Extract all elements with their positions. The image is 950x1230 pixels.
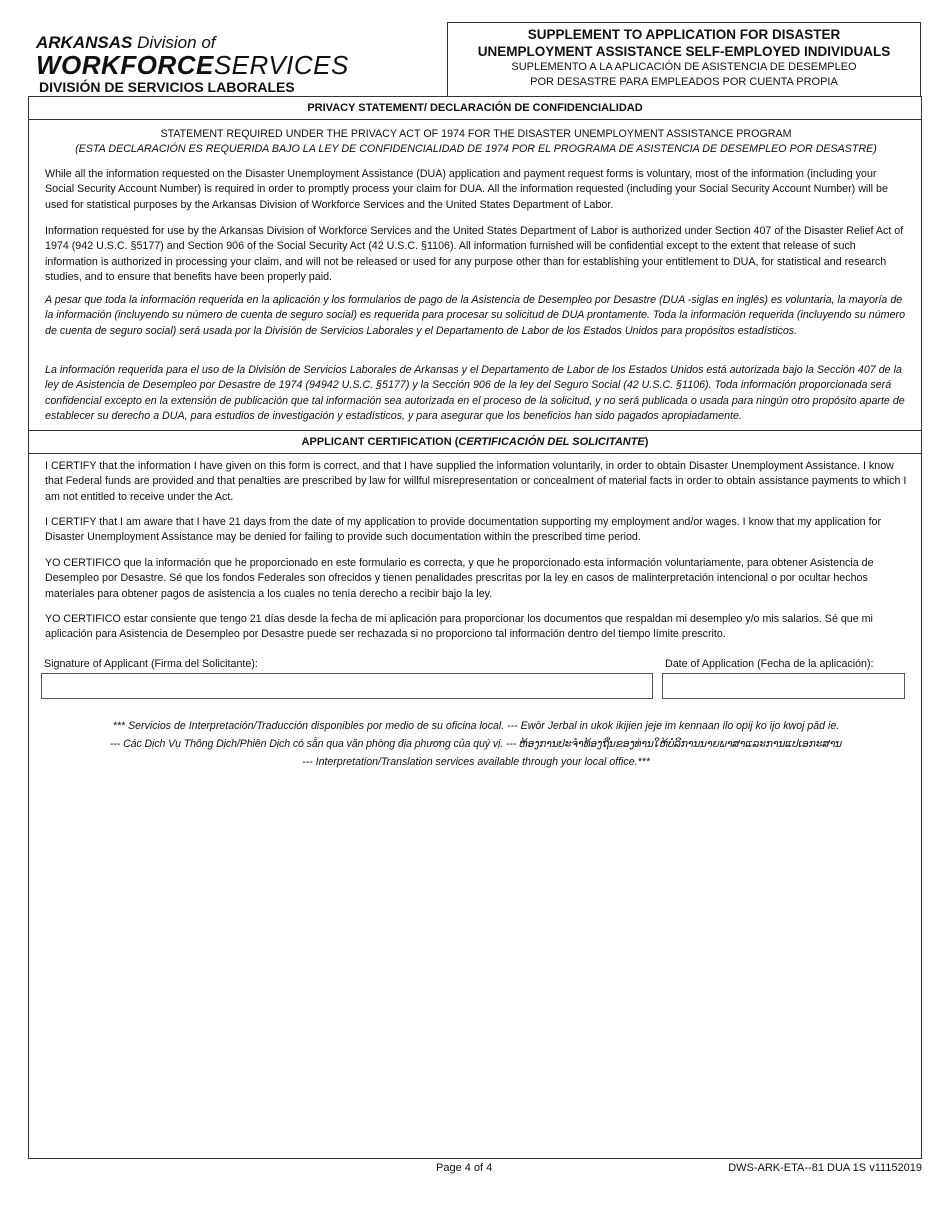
date-field[interactable]	[662, 673, 905, 699]
form-title-es-line-2: POR DESASTRE PARA EMPLEADOS POR CUENTA PROPIA	[530, 76, 838, 88]
form-title-line-1: SUPPLEMENT TO APPLICATION FOR DISASTER	[527, 27, 841, 42]
privacy-paragraph-4: La información requerida para el uso de la División de Servicios Laborales de Arkansas y el Departamento de Labor de los Estados Unidos está autorizada bajo la Sección 407 de la ley de Asistencia de Desempleo por Desastre de 1974 (94942 U.S.C. §5177) y la Sección 906 de la ley del Seguro Social (42 U.S.C. §1106). Toda información proporcionada será confidencial excepto en la extensión de publicación que tal información sea autorizada en el proceso de la solicitud, y no será publicada o usada para ningún otro propósito aparte de establecer su derecho a DUA, para estudios de investigación y estadísticos, y para asegurar que los beneficios han sido pagados apropiadamente.	[45, 364, 905, 422]
form-body	[28, 96, 922, 1159]
certification-paragraph-3: YO CERTIFICO que la información que he proporcionado en este formulario es correcta, y que he proporcionado esta información voluntariamente, para obtener Asistencia de Desempleo por Desastre. Sé que los fondos Federales son ofrecidos y tienen penalidades prescritas por la ley en casos de malinterpretación intencional o por ocultar hechos materiales para obtener pagos de asistencia a los cuales no tenía derecho a recibir bajo la ley.	[45, 557, 874, 600]
agency-logo	[36, 34, 436, 96]
date-label: Date of Application (Fecha de la aplicación):	[665, 658, 874, 670]
privacy-paragraph-3: A pesar que toda la información requerida en la aplicación y los formularios de pago de la Asistencia de Desempleo por Desastre (DUA -siglas en inglés) es voluntaria, la mayoría de la información (incluyendo su número de cuenta de seguro social) es requerida para procesar su solicitud de DUA prontamente. Toda la información requerida (incluyendo su número de cuenta de seguro social) será usada por la División de Servicios Laborales y el Departamento de Labor de los Estados Unidos para propósitos estadísticos.	[45, 294, 906, 337]
logo-division-of: Division of	[137, 33, 216, 52]
certification-heading-es: CERTIFICACIÓN DEL SOLICITANTE	[458, 436, 645, 448]
certification-heading	[29, 431, 921, 454]
interpretation-line-1: *** Servicios de Interpretación/Traducción disponibles por medio de su oficina local. --- Ewōr Jerbal in ukok ikijien jeje im kennaan ilo opij ko ijo kwoj pād ie.	[112, 720, 840, 732]
privacy-heading: PRIVACY STATEMENT/ DECLARACIÓN DE CONFIDENCIALIDAD	[29, 97, 921, 120]
signature-field[interactable]	[41, 673, 653, 699]
logo-line-2	[36, 52, 436, 78]
logo-state: ARKANSAS	[36, 33, 133, 52]
form-title-es-line-1: SUPLEMENTO A LA APLICACIÓN DE ASISTENCIA DE DESEMPLEO	[511, 61, 857, 73]
certification-paragraph-1: I CERTIFY that the information I have given on this form is correct, and that I have supplied the information voluntarily, in order to obtain Disaster Unemployment Assistance. I know that Federal funds are provided and that penalties are prescribed by law for willful misrepresentation or concealment of material facts in order to obtain assistance payments to which I am not entitled to receive under the Act.	[45, 460, 907, 503]
page-number: Page 4 of 4	[436, 1162, 493, 1174]
certification-heading-en: APPLICANT CERTIFICATION (	[301, 436, 459, 448]
logo-spanish: DIVISIÓN DE SERVICIOS LABORALES	[39, 79, 295, 95]
privacy-paragraph-1: While all the information requested on the Disaster Unemployment Assistance (DUA) application and payment request forms is voluntary, most of the information (including your Social Security Account Number) is required in order to promptly process your claim for DUA. All the information requested (including your Social Security Account Number) will be used for statistical purposes by the Arkansas Division of Workforce Services and the United States Department of Labor.	[45, 168, 888, 211]
certification-paragraph-4: YO CERTIFICO estar consiente que tengo 21 días desde la fecha de mi aplicación para proporcionar los documentos que respaldan mi desempleo y/o mis salarios. Sé que mi aplicación para Asistencia de Desempleo por Desastre puede ser rechazada si no proporciono tal información dentro del tiempo límite prescrito.	[45, 613, 873, 641]
signature-label: Signature of Applicant (Firma del Solicitante):	[44, 658, 258, 670]
logo-services: SERVICES	[213, 50, 349, 80]
interpretation-line-3: --- Interpretation/Translation services available through your local office.***	[302, 756, 650, 768]
form-id: DWS-ARK-ETA--81 DUA 1S v11152019	[728, 1162, 922, 1174]
privacy-statement-en: STATEMENT REQUIRED UNDER THE PRIVACY ACT OF 1974 FOR THE DISASTER UNEMPLOYMENT ASSISTANCE PROGRAM	[160, 128, 792, 140]
interpretation-line-2: --- Các Dịch Vụ Thông Dịch/Phiên Dịch có sẵn qua văn phòng địa phương của quý vị. --- ຫ້ອງການປະຈຳທ້ອງຖິ່ນຂອງທ່ານໃຫ້ບໍລິການນາຍພາສາແລະການແປເອກະສານ	[110, 738, 842, 750]
form-title-line-2: UNEMPLOYMENT ASSISTANCE SELF-EMPLOYED INDIVIDUALS	[477, 44, 891, 59]
form-title-box	[447, 22, 921, 96]
certification-heading-close: )	[644, 436, 649, 448]
privacy-paragraph-2: Information requested for use by the Arkansas Division of Workforce Services and the United States Department of Labor is authorized under Section 407 of the Disaster Relief Act of 1974 (942 U.S.C. §5177) and Section 906 of the Social Security Act (42 U.S.C. §1106). All information furnished will be confidential except to the extent that release of such information is authorized in processing your claim, and will not be released or used for any purpose other than for establishing your entitlement to DUA, for statistical and research studies, and to ensure that benefits have been properly paid.	[45, 225, 904, 283]
privacy-statement-es: (ESTA DECLARACIÓN ES REQUERIDA BAJO LA LEY DE CONFIDENCIALIDAD DE 1974 POR EL PROGRAMA DE ASISTENCIA DE DESEMPLEO POR DESASTRE)	[75, 143, 877, 155]
certification-paragraph-2: I CERTIFY that I am aware that I have 21 days from the date of my application to provide documentation supporting my employment and/or wages. I know that my application for Disaster Unemployment Assistance may be denied for failing to provide such documentation within the prescribed time period.	[45, 516, 882, 544]
logo-workforce: WORKFORCE	[36, 50, 214, 80]
